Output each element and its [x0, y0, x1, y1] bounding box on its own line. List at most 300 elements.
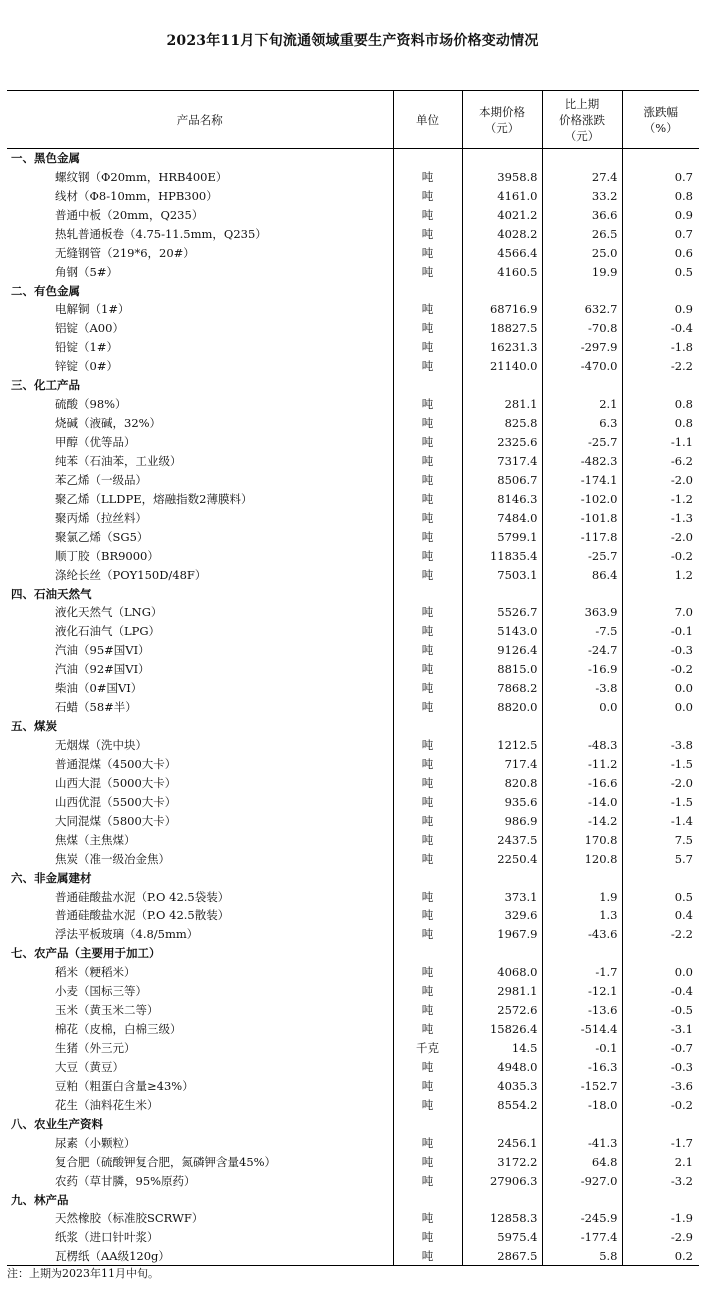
table-row [7, 357, 699, 376]
table-row [7, 925, 699, 944]
change-percent: 0.7 [674, 226, 693, 241]
table-row [7, 186, 699, 205]
product-name: 锌锭（0#） [7, 357, 393, 376]
empty-cell [462, 1190, 542, 1209]
change-percent: 0.5 [674, 889, 693, 904]
category-row [7, 149, 699, 168]
table-row [7, 1152, 699, 1171]
current-price: 935.6 [462, 792, 542, 811]
price-change: 86.4 [542, 565, 622, 584]
unit-cell: 吨 [393, 452, 462, 471]
price-change: -245.9 [542, 1209, 622, 1228]
product-name: 电解铜（1#） [7, 300, 393, 319]
unit-cell: 吨 [393, 1133, 462, 1152]
change-percent: 0.5 [674, 264, 693, 279]
price-change: 27.4 [542, 167, 622, 186]
current-price: 5799.1 [462, 527, 542, 546]
current-price: 9126.4 [462, 641, 542, 660]
table-row [7, 319, 699, 338]
current-price: 11835.4 [462, 546, 542, 565]
product-name: 纯苯（石油苯，工业级） [7, 452, 393, 471]
table-row [7, 1020, 699, 1039]
unit-cell: 千克 [393, 1039, 462, 1058]
category-title: 一、黑色金属 [7, 149, 393, 168]
unit-cell: 吨 [393, 1020, 462, 1039]
price-change: -297.9 [542, 338, 622, 357]
header-current-price-line2: （元） [484, 120, 520, 135]
current-price: 4035.3 [462, 1076, 542, 1095]
category-row [7, 1190, 699, 1209]
price-change: 19.9 [542, 262, 622, 281]
change-percent: -0.2 [670, 548, 693, 563]
empty-cell [542, 1114, 622, 1133]
change-percent: -3.8 [670, 738, 693, 753]
change-percent: 0.4 [674, 908, 693, 923]
product-name: 玉米（黄玉米二等） [7, 1001, 393, 1020]
table-row [7, 679, 699, 698]
empty-cell [542, 376, 622, 395]
current-price: 2572.6 [462, 1001, 542, 1020]
current-price: 8554.2 [462, 1095, 542, 1114]
category-title: 二、有色金属 [7, 281, 393, 300]
price-change: -177.4 [542, 1228, 622, 1247]
product-name: 普通硅酸盐水泥（P.O 42.5散装） [7, 906, 393, 925]
price-change: 170.8 [542, 830, 622, 849]
price-change: 120.8 [542, 849, 622, 868]
category-title: 八、农业生产资料 [7, 1114, 393, 1133]
unit-cell: 吨 [393, 603, 462, 622]
table-row [7, 736, 699, 755]
product-name: 顺丁胶（BR9000） [7, 546, 393, 565]
change-percent: 0.2 [622, 1247, 699, 1266]
empty-cell [393, 149, 462, 168]
product-name: 山西大混（5000大卡） [7, 773, 393, 792]
price-change: 1.3 [542, 906, 622, 925]
category-title: 九、林产品 [7, 1190, 393, 1209]
current-price: 4068.0 [462, 963, 542, 982]
change-percent: -0.4 [670, 321, 693, 336]
empty-cell [393, 1114, 462, 1133]
empty-cell [462, 868, 542, 887]
current-price: 7484.0 [462, 508, 542, 527]
footnote: 注：上期为2023年11月中旬。 [7, 1267, 159, 1280]
change-percent: -1.9 [670, 1211, 693, 1226]
current-price: 14.5 [462, 1039, 542, 1058]
product-name: 普通硅酸盐水泥（P.O 42.5袋装） [7, 887, 393, 906]
unit-cell: 吨 [393, 205, 462, 224]
empty-cell [622, 1114, 699, 1133]
empty-cell [542, 1190, 622, 1209]
product-name: 无缝钢管（219*6，20#） [7, 243, 393, 262]
price-change: -11.2 [542, 755, 622, 774]
unit-cell: 吨 [393, 224, 462, 243]
empty-cell [462, 584, 542, 603]
unit-cell: 吨 [393, 414, 462, 433]
change-percent: 7.5 [674, 832, 693, 847]
header-price-change-line2: 价格涨跌 [559, 112, 605, 127]
current-price: 2325.6 [462, 433, 542, 452]
unit-cell: 吨 [393, 527, 462, 546]
price-change: -1.7 [542, 963, 622, 982]
price-table [7, 90, 699, 1266]
price-change: -12.1 [542, 982, 622, 1001]
product-name: 天然橡胶（标准胶SCRWF） [7, 1209, 393, 1228]
header-current-price [462, 91, 542, 149]
price-change: -16.3 [542, 1058, 622, 1077]
price-change: 64.8 [542, 1152, 622, 1171]
product-name: 苯乙烯（一级品） [7, 470, 393, 489]
table-row [7, 622, 699, 641]
table-row [7, 1058, 699, 1077]
page-title: 2023年11月下旬流通领域重要生产资料市场价格变动情况 [166, 33, 539, 49]
change-percent: 1.2 [674, 567, 693, 582]
empty-cell [542, 717, 622, 736]
current-price: 3172.2 [462, 1152, 542, 1171]
unit-cell: 吨 [393, 1247, 462, 1266]
price-change: -41.3 [542, 1133, 622, 1152]
current-price: 5143.0 [462, 622, 542, 641]
unit-cell: 吨 [393, 736, 462, 755]
unit-cell: 吨 [393, 1058, 462, 1077]
change-percent: 0.9 [674, 207, 693, 222]
header-change-percent-line1: 涨跌幅 [643, 104, 678, 119]
table-row [7, 1209, 699, 1228]
category-row [7, 376, 699, 395]
price-change: -101.8 [542, 508, 622, 527]
price-change: -514.4 [542, 1020, 622, 1039]
empty-cell [622, 584, 699, 603]
change-percent: -0.3 [670, 643, 693, 658]
product-name: 农药（草甘膦，95%原药） [7, 1171, 393, 1190]
table-row [7, 338, 699, 357]
empty-cell [622, 717, 699, 736]
header-price-change-line1: 比上期 [564, 96, 600, 111]
change-percent: -1.4 [670, 813, 693, 828]
unit-cell: 吨 [393, 792, 462, 811]
price-change: -152.7 [542, 1076, 622, 1095]
current-price: 8146.3 [462, 489, 542, 508]
product-name: 铝锭（A00） [7, 319, 393, 338]
product-name: 焦煤（主焦煤） [7, 830, 393, 849]
current-price: 329.6 [462, 906, 542, 925]
empty-cell [393, 376, 462, 395]
unit-cell: 吨 [393, 1076, 462, 1095]
current-price: 281.1 [462, 395, 542, 414]
change-percent: 0.9 [674, 302, 693, 317]
change-percent: 7.0 [674, 605, 693, 620]
product-name: 山西优混（5500大卡） [7, 792, 393, 811]
empty-cell [462, 281, 542, 300]
current-price: 2981.1 [462, 982, 542, 1001]
product-name: 聚乙烯（LLDPE，熔融指数2薄膜料） [7, 489, 393, 508]
table-row [7, 830, 699, 849]
table-row [7, 1133, 699, 1152]
change-percent: -0.1 [670, 624, 693, 639]
price-change: 33.2 [542, 186, 622, 205]
current-price: 717.4 [462, 755, 542, 774]
current-price: 12858.3 [462, 1209, 542, 1228]
price-change: -16.9 [542, 660, 622, 679]
category-row [7, 281, 699, 300]
empty-cell [542, 584, 622, 603]
table-row [7, 982, 699, 1001]
table-row [7, 167, 699, 186]
change-percent: 0.6 [674, 245, 693, 260]
change-percent: -0.4 [670, 984, 693, 999]
table-row [7, 433, 699, 452]
product-name: 聚丙烯（拉丝料） [7, 508, 393, 527]
header-unit: 单位 [393, 91, 462, 149]
product-name: 普通混煤（4500大卡） [7, 755, 393, 774]
product-name: 复合肥（硫酸钾复合肥，氮磷钾含量45%） [7, 1152, 393, 1171]
unit-cell: 吨 [393, 508, 462, 527]
empty-cell [462, 149, 542, 168]
current-price: 4160.5 [462, 262, 542, 281]
product-name: 涤纶长丝（POY150D/48F） [7, 565, 393, 584]
unit-cell: 吨 [393, 186, 462, 205]
header-price-change [542, 91, 622, 149]
current-price: 986.9 [462, 811, 542, 830]
product-name: 尿素（小颗粒） [7, 1133, 393, 1152]
change-percent: -2.0 [670, 472, 693, 487]
price-change: 5.8 [542, 1247, 622, 1266]
change-percent: -2.2 [670, 927, 693, 942]
unit-cell: 吨 [393, 470, 462, 489]
current-price: 373.1 [462, 887, 542, 906]
product-name: 柴油（0#国VI） [7, 679, 393, 698]
unit-cell: 吨 [393, 1209, 462, 1228]
current-price: 7868.2 [462, 679, 542, 698]
change-percent: 2.1 [674, 1154, 693, 1169]
unit-cell: 吨 [393, 622, 462, 641]
empty-cell [622, 1190, 699, 1209]
table-row [7, 224, 699, 243]
product-name: 花生（油料花生米） [7, 1095, 393, 1114]
table-header [7, 91, 699, 149]
current-price: 1967.9 [462, 925, 542, 944]
table-row [7, 811, 699, 830]
product-name: 螺纹钢（Φ20mm，HRB400E） [7, 167, 393, 186]
price-change: -482.3 [542, 452, 622, 471]
unit-cell: 吨 [393, 1171, 462, 1190]
product-name: 液化天然气（LNG） [7, 603, 393, 622]
unit-cell: 吨 [393, 925, 462, 944]
table-row [7, 470, 699, 489]
price-change: -0.1 [542, 1039, 622, 1058]
header-price-change-line3: （元） [564, 128, 600, 143]
table-row [7, 906, 699, 925]
unit-cell: 吨 [393, 1228, 462, 1247]
empty-cell [393, 1190, 462, 1209]
unit-cell: 吨 [393, 830, 462, 849]
change-percent: -1.7 [670, 1135, 693, 1150]
empty-cell [462, 1114, 542, 1133]
empty-cell [462, 717, 542, 736]
product-name: 聚氯乙烯（SG5） [7, 527, 393, 546]
price-change: -18.0 [542, 1095, 622, 1114]
table-row [7, 755, 699, 774]
price-change: 36.6 [542, 205, 622, 224]
unit-cell: 吨 [393, 395, 462, 414]
category-title: 四、石油天然气 [7, 584, 393, 603]
change-percent: -2.0 [670, 775, 693, 790]
table-row [7, 1228, 699, 1247]
unit-cell: 吨 [393, 489, 462, 508]
category-title: 七、农产品（主要用于加工） [7, 944, 393, 963]
unit-cell: 吨 [393, 338, 462, 357]
change-percent: -1.3 [670, 510, 693, 525]
change-percent: -3.6 [670, 1078, 693, 1093]
current-price: 8820.0 [462, 698, 542, 717]
unit-cell: 吨 [393, 811, 462, 830]
unit-cell: 吨 [393, 565, 462, 584]
product-name: 铅锭（1#） [7, 338, 393, 357]
product-name: 硫酸（98%） [7, 395, 393, 414]
table-row [7, 262, 699, 281]
current-price: 4028.2 [462, 224, 542, 243]
empty-cell [542, 944, 622, 963]
change-percent: -0.2 [670, 662, 693, 677]
price-change: -117.8 [542, 527, 622, 546]
table-row [7, 489, 699, 508]
current-price: 5526.7 [462, 603, 542, 622]
table-row [7, 300, 699, 319]
empty-cell [542, 281, 622, 300]
product-name: 角钢（5#） [7, 262, 393, 281]
unit-cell: 吨 [393, 773, 462, 792]
product-name: 普通中板（20mm，Q235） [7, 205, 393, 224]
change-percent: 0.0 [674, 681, 693, 696]
current-price: 4021.2 [462, 205, 542, 224]
current-price: 15826.4 [462, 1020, 542, 1039]
price-change: -25.7 [542, 433, 622, 452]
unit-cell: 吨 [393, 679, 462, 698]
table-body [7, 149, 699, 1266]
price-change: 1.9 [542, 887, 622, 906]
change-percent: 0.0 [674, 700, 693, 715]
empty-cell [622, 281, 699, 300]
change-percent: -2.2 [670, 359, 693, 374]
empty-cell [542, 149, 622, 168]
unit-cell: 吨 [393, 906, 462, 925]
empty-cell [393, 281, 462, 300]
current-price: 2456.1 [462, 1133, 542, 1152]
price-change: -174.1 [542, 470, 622, 489]
price-change: -43.6 [542, 925, 622, 944]
table-row [7, 698, 699, 717]
header-change-percent-line2: （%） [643, 120, 678, 135]
category-row [7, 1114, 699, 1133]
table-row [7, 660, 699, 679]
product-name: 纸浆（进口针叶浆） [7, 1228, 393, 1247]
empty-cell [462, 376, 542, 395]
header-current-price-line1: 本期价格 [479, 104, 525, 119]
category-row [7, 717, 699, 736]
unit-cell: 吨 [393, 300, 462, 319]
current-price: 2250.4 [462, 849, 542, 868]
table-row [7, 1171, 699, 1190]
current-price: 8506.7 [462, 470, 542, 489]
table-row [7, 773, 699, 792]
product-name: 汽油（95#国VI） [7, 641, 393, 660]
change-percent: -3.2 [670, 1173, 693, 1188]
header-change-percent [622, 91, 699, 149]
change-percent: -0.5 [670, 1003, 693, 1018]
product-name: 线材（Φ8-10mm，HPB300） [7, 186, 393, 205]
table-row [7, 887, 699, 906]
table-row [7, 1076, 699, 1095]
category-title: 三、化工产品 [7, 376, 393, 395]
empty-cell [462, 944, 542, 963]
change-percent: 0.7 [674, 169, 693, 184]
change-percent: -1.5 [670, 794, 693, 809]
price-change: 363.9 [542, 603, 622, 622]
price-change: 25.0 [542, 243, 622, 262]
category-row [7, 584, 699, 603]
change-percent: -1.2 [670, 491, 693, 506]
unit-cell: 吨 [393, 641, 462, 660]
product-name: 大同混煤（5800大卡） [7, 811, 393, 830]
change-percent: 0.8 [674, 188, 693, 203]
current-price: 18827.5 [462, 319, 542, 338]
current-price: 3958.8 [462, 167, 542, 186]
change-percent: -1.1 [670, 435, 693, 450]
unit-cell: 吨 [393, 357, 462, 376]
table-row [7, 792, 699, 811]
empty-cell [622, 149, 699, 168]
unit-cell: 吨 [393, 433, 462, 452]
current-price: 21140.0 [462, 357, 542, 376]
current-price: 7317.4 [462, 452, 542, 471]
product-name: 甲醇（优等品） [7, 433, 393, 452]
change-percent: -1.8 [670, 340, 693, 355]
product-name: 热轧普通板卷（4.75-11.5mm，Q235） [7, 224, 393, 243]
change-percent: -6.2 [670, 453, 693, 468]
category-row [7, 868, 699, 887]
product-name: 豆粕（粗蛋白含量≥43%） [7, 1076, 393, 1095]
unit-cell: 吨 [393, 319, 462, 338]
current-price: 5975.4 [462, 1228, 542, 1247]
current-price: 8815.0 [462, 660, 542, 679]
header-product-name: 产品名称 [7, 91, 393, 149]
product-name: 石蜡（58#半） [7, 698, 393, 717]
current-price: 825.8 [462, 414, 542, 433]
table-row [7, 205, 699, 224]
table-row [7, 1039, 699, 1058]
current-price: 4161.0 [462, 186, 542, 205]
current-price: 1212.5 [462, 736, 542, 755]
price-change: -48.3 [542, 736, 622, 755]
product-name: 生猪（外三元） [7, 1039, 393, 1058]
product-name: 大豆（黄豆） [7, 1058, 393, 1077]
price-change: -7.5 [542, 622, 622, 641]
table-row [7, 641, 699, 660]
current-price: 7503.1 [462, 565, 542, 584]
price-change: 26.5 [542, 224, 622, 243]
price-change: 632.7 [542, 300, 622, 319]
product-name: 稻米（粳稻米） [7, 963, 393, 982]
current-price: 4566.4 [462, 243, 542, 262]
current-price: 27906.3 [462, 1171, 542, 1190]
empty-cell [393, 717, 462, 736]
price-change: -927.0 [542, 1171, 622, 1190]
unit-cell: 吨 [393, 1095, 462, 1114]
table-row [7, 243, 699, 262]
current-price: 16231.3 [462, 338, 542, 357]
product-name: 小麦（国标三等） [7, 982, 393, 1001]
price-change: -24.7 [542, 641, 622, 660]
unit-cell: 吨 [393, 243, 462, 262]
